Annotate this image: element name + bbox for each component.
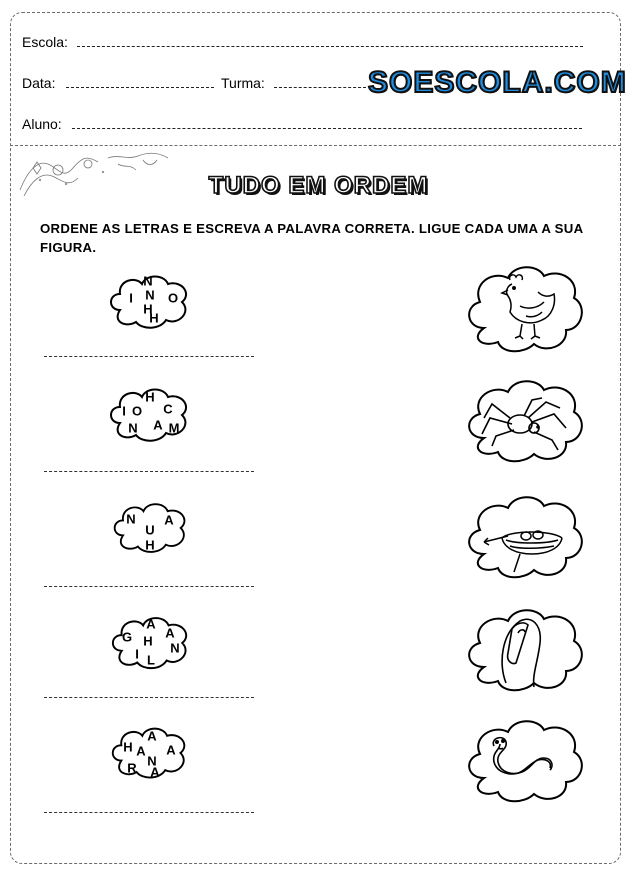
cloud-letter: A — [166, 742, 176, 758]
school-field[interactable] — [77, 46, 583, 47]
class-field[interactable] — [274, 87, 366, 88]
hen-icon[interactable] — [462, 262, 587, 354]
spider-icon[interactable] — [462, 378, 587, 464]
cloud-letter: N — [143, 273, 153, 289]
cloud-letter: H — [149, 310, 159, 326]
cloud-letter: H — [145, 389, 155, 405]
cloud-letter: N — [128, 420, 138, 436]
cloud-letter: H — [143, 301, 153, 317]
cloud-letter: N — [170, 640, 180, 656]
answer-line-3[interactable] — [44, 586, 254, 587]
cloud-letter: G — [121, 629, 133, 645]
cloud-letter: A — [136, 743, 146, 759]
cloud-letter: I — [122, 403, 126, 419]
cloud-letter: R — [127, 760, 137, 776]
worm-icon[interactable] — [462, 716, 587, 804]
class-label: Turma: — [221, 75, 265, 91]
cloud-letter: C — [163, 401, 173, 417]
answer-line-5[interactable] — [44, 812, 254, 813]
answer-line-2[interactable] — [44, 471, 254, 472]
header-divider — [10, 145, 621, 146]
cloud-letter: O — [167, 290, 179, 306]
answer-line-4[interactable] — [44, 697, 254, 698]
date-field[interactable] — [66, 87, 214, 88]
school-label: Escola: — [22, 34, 68, 50]
student-label: Aluno: — [22, 116, 62, 132]
cloud-letter: M — [168, 420, 180, 436]
cloud-letter: O — [131, 403, 143, 419]
cloud-letter: A — [153, 417, 163, 433]
cloud-letter: N — [126, 511, 136, 527]
cloud-letter: N — [147, 753, 157, 769]
answer-line-1[interactable] — [44, 356, 254, 357]
cloud-letter: A — [165, 625, 175, 641]
cloud-letter: A — [164, 512, 174, 528]
cloud-letter: A — [150, 764, 160, 780]
cloud-letter: H — [123, 739, 133, 755]
cloud-letter: L — [147, 652, 155, 668]
cloud-letter: A — [146, 616, 156, 632]
cloud-letter: H — [145, 537, 155, 553]
worksheet-title: TUDO EM ORDEM — [208, 172, 429, 199]
cloud-letter: I — [135, 646, 139, 662]
date-label: Data: — [22, 75, 56, 91]
cloud-letter: N — [145, 287, 155, 303]
cloud-letter: U — [145, 522, 155, 538]
cloud-letter: A — [147, 728, 157, 744]
cloud-letter: I — [129, 290, 133, 306]
brand-logo: SOESCOLA.COM — [368, 66, 627, 99]
instructions-text: ORDENE AS LETRAS E ESCREVA A PALAVRA CORRETA. LIGUE CADA UMA A SUA FIGURA. — [40, 221, 583, 255]
student-field[interactable] — [72, 128, 582, 129]
nest-icon[interactable] — [462, 492, 587, 580]
fingernail-icon[interactable] — [462, 603, 587, 693]
cloud-letter: H — [143, 633, 153, 649]
